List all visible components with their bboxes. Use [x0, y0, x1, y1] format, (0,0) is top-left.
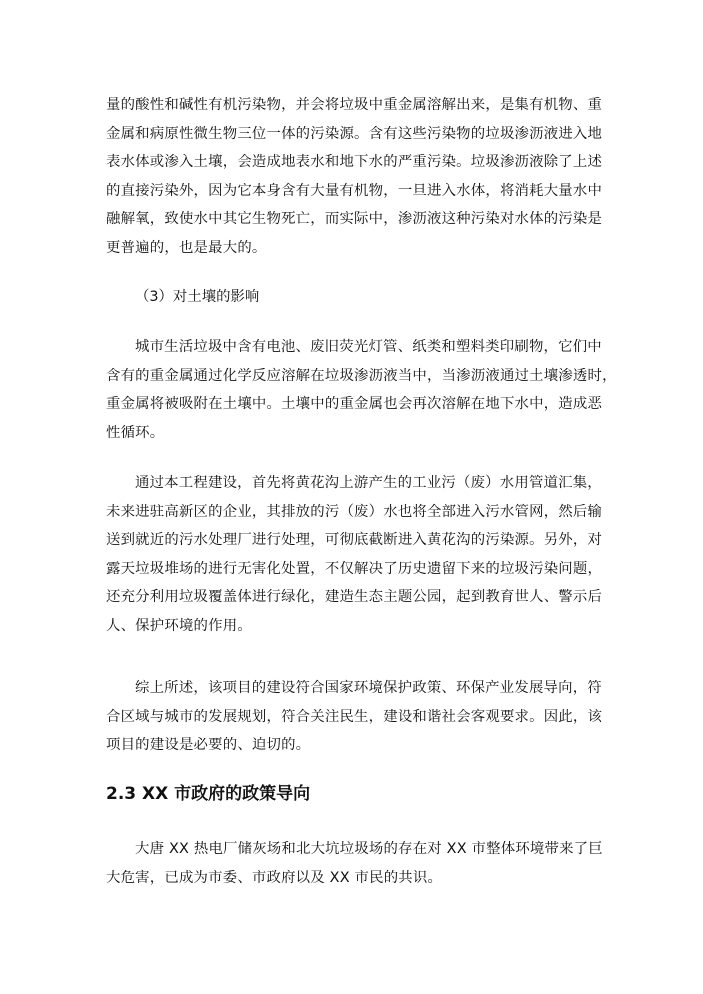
- text-line: 大唐 XX 热电厂储灰场和北大坑垃圾场的存在对 XX 市整体环境带来了巨: [135, 841, 603, 857]
- paragraph-government-policy: [106, 835, 603, 892]
- text-line: 项目的建设是必要的、迫切的。: [106, 737, 311, 754]
- text-line: 未来进驻高新区的企业，其排放的污（废）水也将全部进入污水管网，然后输: [106, 503, 603, 520]
- text-line: 的直接污染外，因为它本身含有大量有机物，一旦进入水体，将消耗大量水中: [106, 182, 603, 199]
- paragraph-water-pollution: [106, 91, 603, 263]
- text-line: 送到就近的污水处理厂进行处理，可彻底截断进入黄花沟的污染源。另外，对: [106, 532, 603, 549]
- text-line: 量的酸性和碱性有机污染物，并会将垃圾中重金属溶解出来，是集有机物、重: [106, 97, 603, 113]
- section-heading: 2.3 XX 市政府的政策导向: [106, 784, 311, 804]
- text-line: 通过本工程建设，首先将黄花沟上游产生的工业污（废）水用管道汇集，: [135, 475, 602, 491]
- text-line: 大危害，已成为市委、市政府以及 XX 市民的共识。: [106, 869, 443, 886]
- paragraph-summary: [106, 674, 603, 760]
- text-line: 融解氧，致使水中其它生物死亡，而实际中，渗沥液这种污染对水体的污染是: [106, 211, 603, 228]
- text-line: 合区域与城市的发展规划，符合关注民生，建设和谐社会客观要求。因此，该: [106, 708, 603, 725]
- paragraph-soil-impact: [106, 333, 617, 447]
- text-line: 性循环。: [106, 424, 165, 441]
- text-line: 露天垃圾堆场的进行无害化处置，不仅解决了历史遗留下来的垃圾污染问题，: [106, 560, 603, 577]
- text-line: 表水体或渗入土壤，会造成地表水和地下水的严重污染。垃圾渗沥液除了上述: [106, 154, 603, 171]
- text-line: 综上所述，该项目的建设符合国家环境保护政策、环保产业发展导向，符: [135, 680, 602, 696]
- text-line: 更普遍的，也是最大的。: [106, 239, 267, 256]
- text-line: 重金属将被吸附在土壤中。土壤中的重金属也会再次溶解在地下水中，造成恶: [106, 396, 603, 413]
- text-line: 人、保护环境的作用。: [106, 617, 252, 634]
- paragraph-project-benefits: [106, 469, 603, 641]
- subsection-heading-soil: （3）对土壤的影响: [135, 289, 260, 305]
- text-line: 含有的重金属通过化学反应溶解在垃圾渗沥液当中，当渗沥液通过土壤渗透时，: [106, 367, 617, 384]
- text-line: 金属和病原性微生物三位一体的污染源。含有这些污染物的垃圾渗沥液进入地: [106, 125, 603, 142]
- text-line: 城市生活垃圾中含有电池、废旧荧光灯管、纸类和塑料类印刷物，它们中: [135, 339, 602, 355]
- text-line: 还充分利用垃圾覆盖体进行绿化，建造生态主题公园，起到教育世人、警示后: [106, 589, 603, 606]
